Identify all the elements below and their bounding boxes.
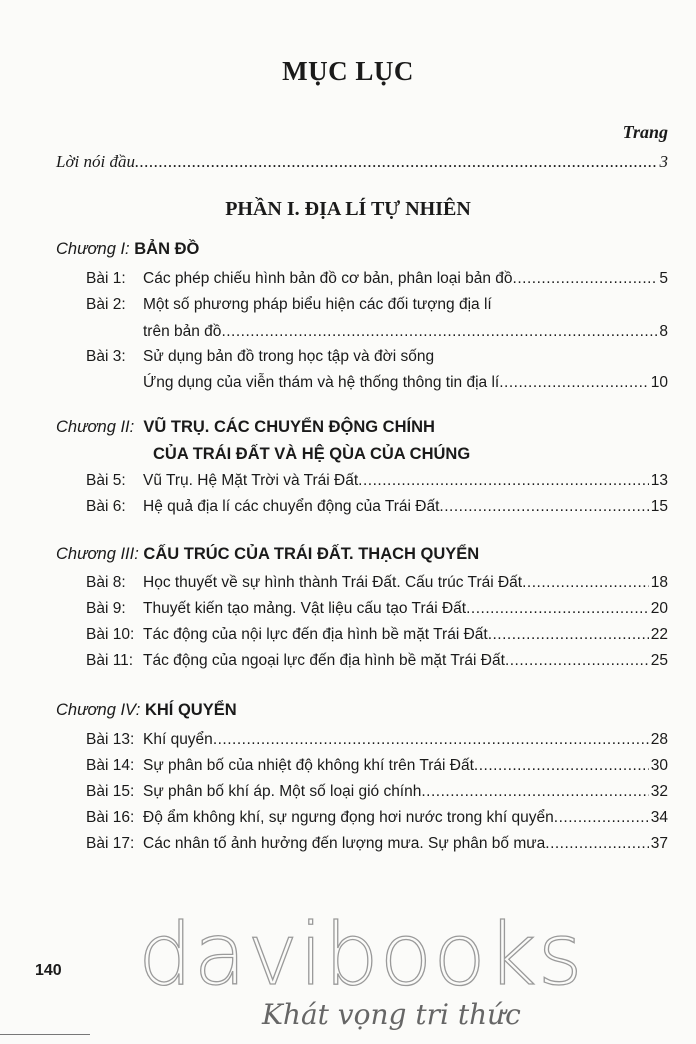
lesson-page: 28 [650,731,668,748]
lesson-title: Học thuyết về sự hình thành Trái Đất. Cấu trúc Trái Đất [143,574,523,591]
page-number: 140 [35,962,62,979]
lesson-page: 32 [650,783,668,800]
toc-lesson-entry[interactable] [86,783,668,801]
lesson-page: 30 [650,757,668,774]
dot-leader [474,757,649,775]
toc-lesson-entry[interactable] [86,498,668,516]
toc-intro-entry[interactable] [56,152,668,172]
dot-leader [499,374,649,392]
lesson-number: Bài 5: [86,472,126,489]
dot-leader [213,731,649,749]
toc-lesson-entry[interactable] [86,296,668,314]
lesson-page: 37 [650,835,668,852]
lesson-page: 10 [650,374,668,391]
dot-leader [545,835,648,853]
dot-leader [135,152,658,172]
lesson-page: 34 [650,809,668,826]
chapter-name: VŨ TRỤ. CÁC CHUYỂN ĐỘNG CHÍNH [143,418,435,436]
toc-lesson-continuation[interactable] [143,323,668,341]
lesson-number: Bài 11: [86,652,134,669]
lesson-page: 5 [659,270,668,287]
lesson-number: Bài 14: [86,757,135,774]
toc-lesson-entry[interactable] [86,574,668,592]
lesson-page: 18 [650,574,668,591]
toc-lesson-entry[interactable] [86,835,668,853]
lesson-title-continuation: Ứng dụng của viễn thám và hệ thống thông tin địa lí [143,374,500,391]
toc-lesson-continuation[interactable] [143,374,668,392]
page-column-label: Trang [622,122,668,142]
lesson-number: Bài 6: [86,498,126,515]
lesson-title-continuation: trên bản đồ [143,323,222,340]
lesson-number: Bài 17: [86,835,135,852]
lesson-page: 22 [650,626,668,643]
dot-leader [513,270,658,288]
dot-leader [439,498,648,516]
lesson-number: Bài 1: [86,270,126,287]
chapter-label: Chương III: [56,545,139,563]
lesson-title: Một số phương pháp biểu hiện các đối tượng địa lí [143,296,492,313]
lesson-title: Sự phân bố khí áp. Một số loại gió chính [143,783,422,800]
chapter-heading [56,701,237,720]
lesson-number: Bài 2: [86,296,126,313]
lesson-number: Bài 16: [86,809,135,826]
lesson-number: Bài 13: [86,731,135,748]
lesson-page: 25 [650,652,668,669]
chapter-heading [56,418,435,437]
lesson-page: 13 [650,472,668,489]
toc-lesson-entry[interactable] [86,731,668,749]
page-title: MỤC LỤC [282,56,414,86]
toc-lesson-entry[interactable] [86,472,668,490]
lesson-number: Bài 3: [86,348,126,365]
chapter-heading [56,545,479,564]
chapter-label: Chương I: [56,240,130,258]
lesson-number: Bài 9: [86,600,126,617]
lesson-title: Sử dụng bản đồ trong học tập và đời sống [143,348,435,365]
toc-lesson-entry[interactable] [86,348,668,366]
lesson-title: Thuyết kiến tạo mảng. Vật liệu cấu tạo Trái Đất [143,600,467,617]
chapter-name: BẢN ĐỒ [134,240,200,258]
dot-leader [358,472,649,490]
toc-lesson-entry[interactable] [86,626,668,644]
lesson-number: Bài 15: [86,783,135,800]
dot-leader [505,652,649,670]
lesson-title: Vũ Trụ. Hệ Mặt Trời và Trái Đất [143,472,359,489]
toc-lesson-entry[interactable] [86,757,668,775]
dot-leader [488,626,649,644]
lesson-page: 8 [659,323,668,340]
dot-leader [522,574,649,592]
chapter-label: Chương II: [56,418,135,436]
lesson-title: Tác động của nội lực đến địa hình bề mặt Trái Đất [143,626,488,643]
toc-lesson-entry[interactable] [86,600,668,618]
part-title: PHẦN I. ĐỊA LÍ TỰ NHIÊN [225,198,471,220]
toc-entry-page: 3 [659,152,668,171]
divider [0,1034,90,1035]
lesson-number: Bài 8: [86,574,126,591]
chapter-heading [56,240,199,259]
lesson-title: Khí quyển [143,731,213,748]
dot-leader [466,600,649,618]
lesson-number: Bài 10: [86,626,135,643]
dot-leader [554,809,649,827]
chapter-name-line2: CỦA TRÁI ĐẤT VÀ HỆ QÙA CỦA CHÚNG [153,445,471,463]
toc-lesson-entry[interactable] [86,270,668,288]
lesson-title: Sự phân bố của nhiệt độ không khí trên Trái Đất [143,757,474,774]
toc-lesson-entry[interactable] [86,652,668,670]
chapter-label: Chương IV: [56,701,141,719]
lesson-page: 20 [650,600,668,617]
lesson-title: Hệ quả địa lí các chuyển động của Trái Đất [143,498,440,515]
dot-leader [421,783,648,801]
lesson-page: 15 [650,498,668,515]
lesson-title: Các phép chiếu hình bản đồ cơ bản, phân loại bản đồ [143,270,513,287]
chapter-name: CẤU TRÚC CỦA TRÁI ĐẤT. THẠCH QUYỂN [143,545,480,563]
toc-entry-title: Lời nói đầu [56,152,135,171]
lesson-title: Độ ẩm không khí, sự ngưng đọng hơi nước trong khí quyển [143,809,554,826]
watermark-brand: davibooks [138,905,584,1005]
watermark-slogan: Khát vọng tri thức [262,998,521,1031]
chapter-name: KHÍ QUYỂN [144,701,237,719]
lesson-title: Các nhân tố ảnh hưởng đến lượng mưa. Sự phân bố mưa [143,835,546,852]
dot-leader [221,323,657,341]
toc-lesson-entry[interactable] [86,809,668,827]
lesson-title: Tác động của ngoại lực đến địa hình bề mặt Trái Đất [143,652,505,669]
